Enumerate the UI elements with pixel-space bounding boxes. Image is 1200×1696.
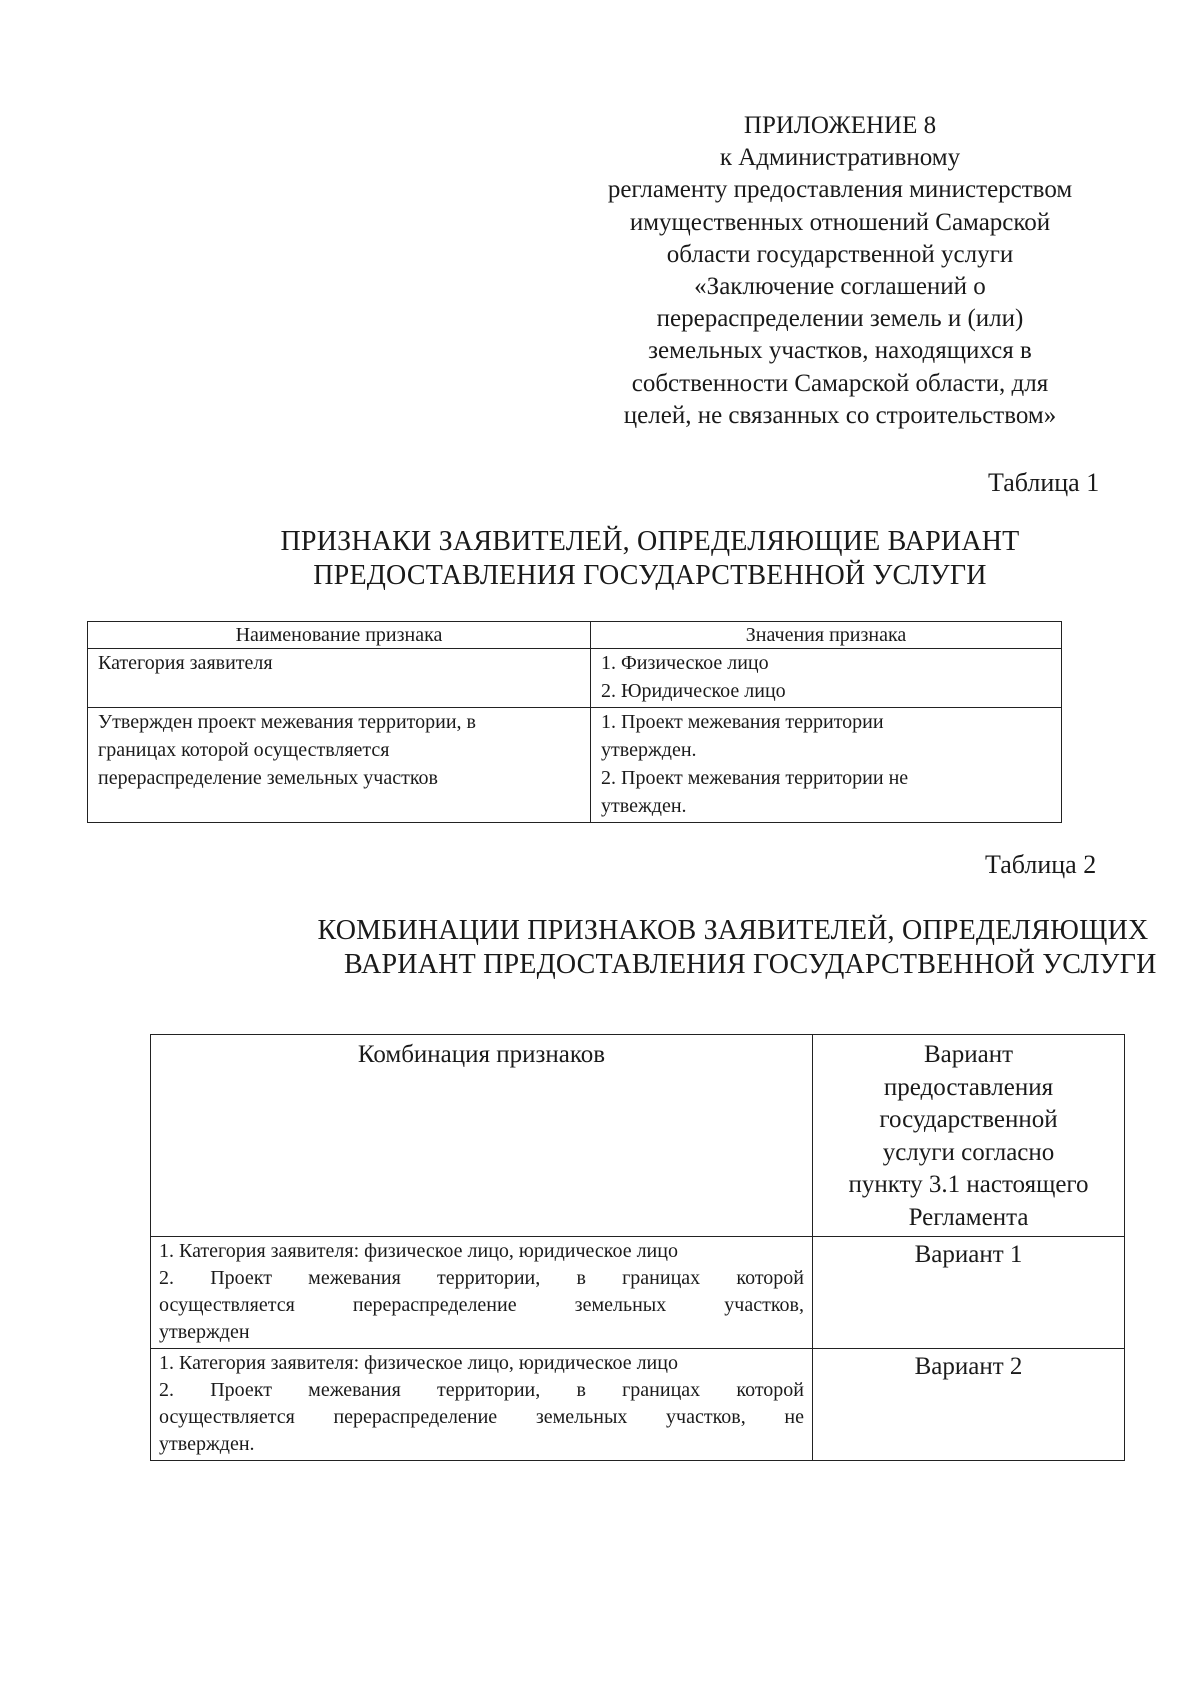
header-line: государственной	[879, 1106, 1058, 1133]
cell-line: осуществляется перераспределение земельных участков, не	[159, 1406, 804, 1428]
cell-line: 2. Юридическое лицо	[601, 680, 786, 702]
table2-header-combination: Комбинация признаков	[151, 1035, 813, 1237]
table1-title	[150, 525, 1150, 593]
table2-header-variant	[813, 1035, 1125, 1237]
table-row	[88, 649, 1062, 708]
cell-line: Утвержден проект межевания территории, в	[98, 711, 476, 733]
appendix-line: целей, не связанных со строительством»	[623, 401, 1057, 429]
table2-cell-variant: Вариант 1	[813, 1237, 1125, 1349]
cell-line: 1. Категория заявителя: физическое лицо, юридическое лицо	[159, 1352, 678, 1374]
table1-title-line: ПРИЗНАКИ ЗАЯВИТЕЛЕЙ, ОПРЕДЕЛЯЮЩИЕ ВАРИАНТ	[280, 526, 1020, 557]
table1-cell-values	[591, 649, 1062, 708]
table-row	[88, 708, 1062, 823]
cell-line: 1. Категория заявителя: физическое лицо, юридическое лицо	[159, 1240, 678, 1262]
appendix-line: земельных участков, находящихся в	[648, 337, 1032, 365]
appendix-line: собственности Самарской области, для	[631, 369, 1049, 397]
table-row	[151, 1349, 1125, 1461]
table1-title-line: ПРЕДОСТАВЛЕНИЯ ГОСУДАРСТВЕННОЙ УСЛУГИ	[313, 560, 987, 591]
table2-cell-combination	[151, 1237, 813, 1349]
appendix-title: ПРИЛОЖЕНИЕ 8	[743, 112, 937, 139]
table2-title	[150, 914, 1157, 982]
table1-applicant-attributes	[87, 621, 1062, 823]
table2-header-row	[151, 1035, 1125, 1237]
cell-line: 2. Проект межевания территории, в границах которой	[159, 1267, 804, 1289]
header-line: Вариант	[923, 1041, 1014, 1068]
cell-line: 1. Проект межевания территории	[601, 711, 884, 733]
appendix-line: имущественных отношений Самарской	[629, 208, 1051, 236]
table1-cell-values	[591, 708, 1062, 823]
cell-line: утвержден	[159, 1321, 250, 1343]
cell-line: границах которой осуществляется	[98, 739, 390, 761]
header-line: предоставления	[883, 1073, 1054, 1101]
cell-line: Категория заявителя	[98, 652, 273, 674]
appendix-line: перераспределении земель и (или)	[656, 305, 1024, 333]
table-row	[151, 1237, 1125, 1349]
table1-cell-name	[88, 708, 591, 823]
appendix-header	[560, 110, 1120, 432]
cell-line: 1. Физическое лицо	[601, 652, 769, 674]
appendix-line: «Заключение соглашений о	[694, 273, 986, 301]
table1-cell-name	[88, 649, 591, 708]
appendix-line: области государственной услуги	[666, 240, 1014, 268]
table2-caption: Таблица 2	[985, 850, 1097, 879]
appendix-line: к Административному	[719, 144, 961, 172]
cell-line: перераспределение земельных участков	[98, 767, 438, 789]
header-line: пункту 3.1 настоящего	[848, 1171, 1089, 1198]
table1-header-name: Наименование признака	[88, 622, 591, 649]
table2-title-line: ВАРИАНТ ПРЕДОСТАВЛЕНИЯ ГОСУДАРСТВЕННОЙ УСЛУГИ	[344, 949, 1157, 980]
cell-line: осуществляется перераспределение земельных участков,	[159, 1294, 804, 1316]
table1-header-row	[88, 622, 1062, 649]
cell-line: 2. Проект межевания территории не	[601, 767, 909, 789]
table2-cell-combination	[151, 1349, 813, 1461]
cell-line: утвержден.	[159, 1433, 255, 1455]
table1-header-values: Значения признака	[591, 622, 1062, 649]
cell-line: утвержден.	[601, 739, 697, 761]
header-line: услуги согласно	[882, 1138, 1055, 1166]
table1-caption: Таблица 1	[988, 468, 1100, 497]
cell-line: утвежден.	[601, 795, 687, 817]
appendix-line: регламенту предоставления министерством	[607, 176, 1073, 204]
header-line: Регламента	[908, 1203, 1029, 1231]
cell-line: 2. Проект межевания территории, в границах которой	[159, 1379, 804, 1401]
table2-title-line: КОМБИНАЦИИ ПРИЗНАКОВ ЗАЯВИТЕЛЕЙ, ОПРЕДЕЛЯЮЩИХ	[317, 915, 1149, 946]
table2-attribute-combinations	[150, 1034, 1125, 1461]
table2-cell-variant: Вариант 2	[813, 1349, 1125, 1461]
